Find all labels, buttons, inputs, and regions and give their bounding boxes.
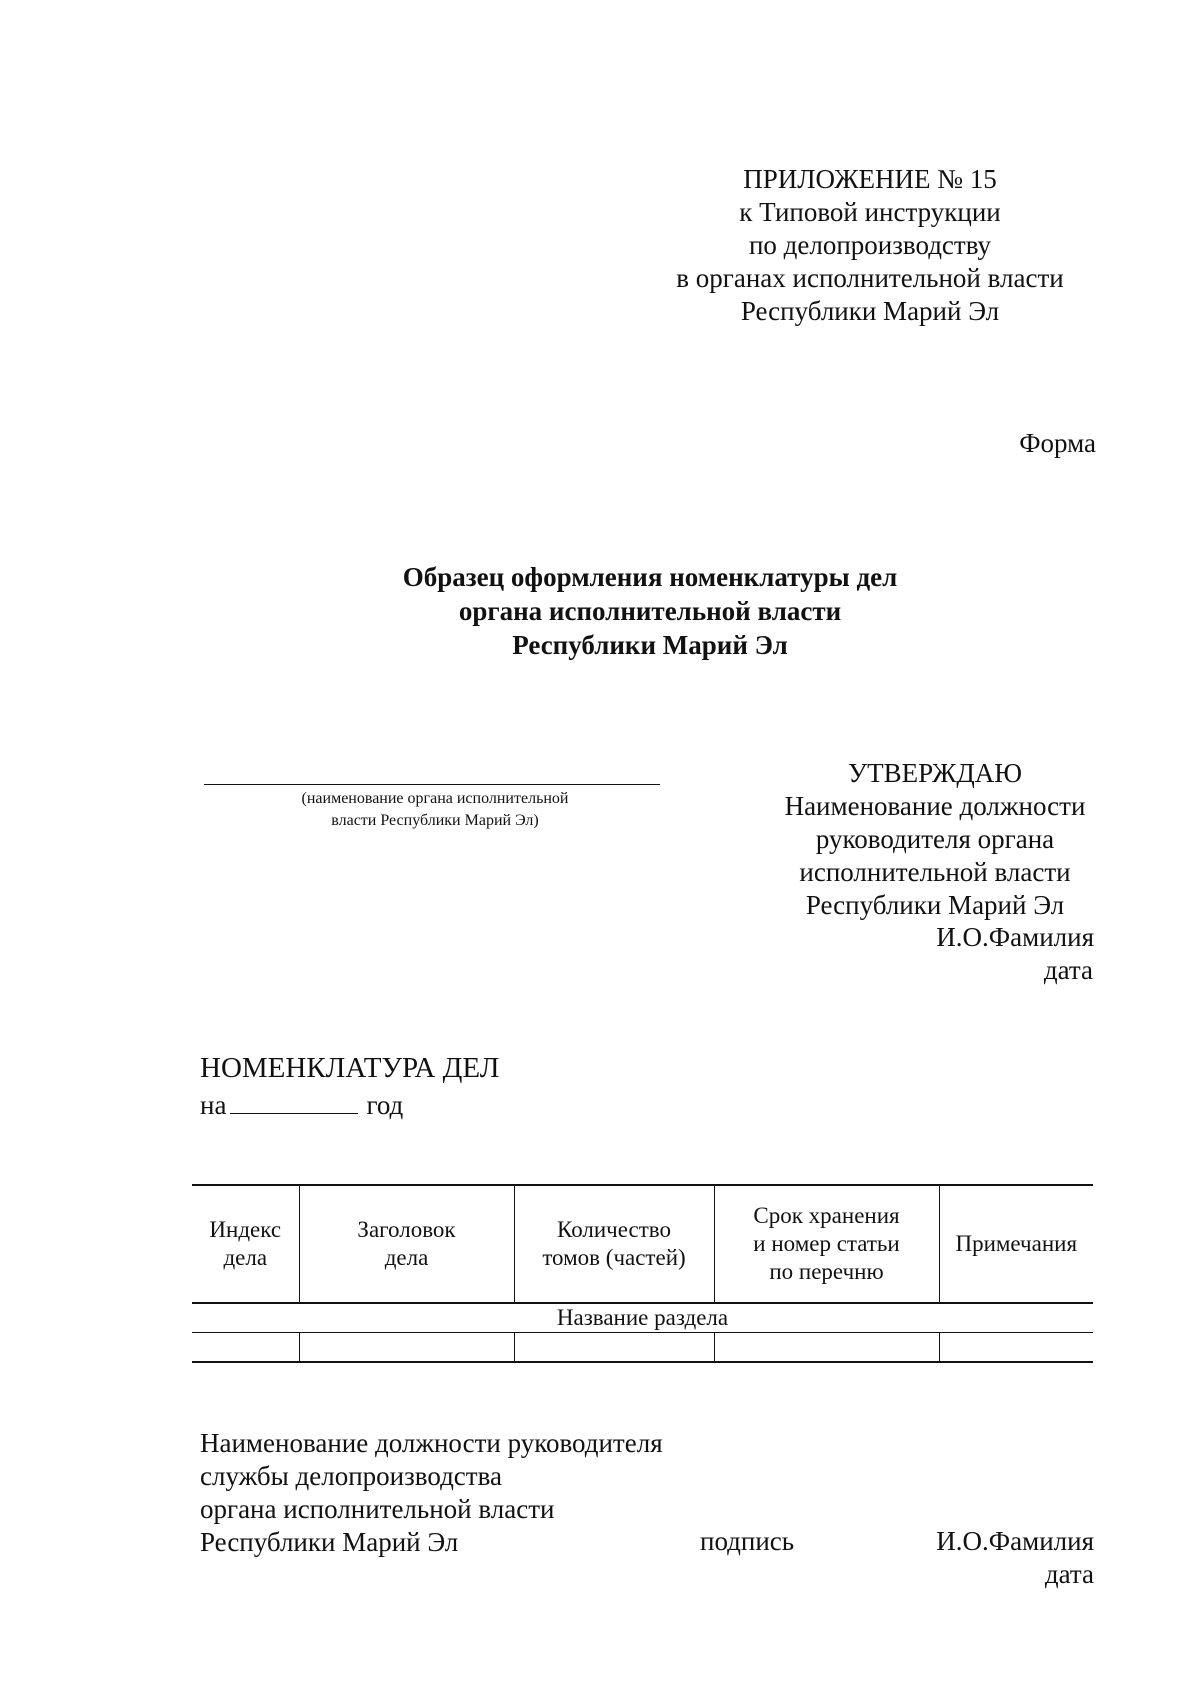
table-cell	[514, 1333, 714, 1363]
document-title	[300, 560, 1000, 662]
annex-line: в органах исполнительной власти	[676, 263, 1064, 293]
year-prefix: на	[200, 1090, 227, 1120]
annex-line: к Типовой инструкции	[739, 197, 1001, 227]
title-line: органа исполнительной власти	[458, 596, 842, 626]
signature-date: дата	[1044, 1559, 1094, 1589]
nomenclature-table	[192, 1184, 1093, 1363]
approval-line: Наименование должности	[784, 791, 1086, 821]
signature-name: И.О.Фамилия	[936, 1526, 1094, 1556]
table-row	[192, 1333, 1093, 1363]
signature-line: органа исполнительной власти	[200, 1494, 555, 1524]
title-line: Республики Марий Эл	[512, 630, 788, 660]
column-header-volumes: Количество томов (частей)	[514, 1185, 714, 1303]
column-header-retention: Срок хранения и номер статьи по перечню	[714, 1185, 939, 1303]
table-section-row	[192, 1303, 1093, 1333]
organization-caption	[240, 788, 630, 832]
nomenclature-title: НОМЕНКЛАТУРА ДЕЛ	[200, 1052, 500, 1084]
year-blank-line	[230, 1087, 358, 1114]
approval-line: руководителя органа	[815, 824, 1055, 854]
table-cell	[939, 1333, 1093, 1363]
signature-line: Республики Марий Эл	[200, 1527, 459, 1557]
nomenclature-year	[200, 1087, 403, 1121]
table-cell	[299, 1333, 514, 1363]
signature-line: службы делопроизводства	[200, 1461, 502, 1491]
approval-date: дата	[1043, 955, 1093, 985]
annex-header	[640, 163, 1100, 328]
approval-heading: УТВЕРЖДАЮ	[847, 758, 1023, 788]
column-header-notes: Примечания	[939, 1185, 1093, 1303]
approval-name: И.О.Фамилия	[936, 922, 1094, 952]
form-label: Форма	[1019, 428, 1096, 458]
organization-name-line	[204, 784, 660, 785]
caption-line: (наименование органа исполнительной	[301, 790, 569, 807]
year-suffix: год	[366, 1090, 404, 1120]
title-line: Образец оформления номенклатуры дел	[402, 562, 898, 592]
signature-line: Наименование должности руководителя	[200, 1428, 663, 1458]
section-name: Название раздела	[192, 1303, 1093, 1333]
table-cell	[714, 1333, 939, 1363]
signature-label: подпись	[700, 1526, 795, 1556]
table-header-row	[192, 1185, 1093, 1303]
table-cell	[192, 1333, 299, 1363]
annex-line: ПРИЛОЖЕНИЕ № 15	[743, 164, 997, 194]
caption-line: власти Республики Марий Эл)	[331, 812, 539, 829]
approval-line: Республики Марий Эл	[805, 890, 1065, 920]
signature-position	[200, 1427, 663, 1559]
column-header-title: Заголовок дела	[299, 1185, 514, 1303]
annex-line: Республики Марий Эл	[740, 296, 1000, 326]
approval-block	[700, 757, 1170, 922]
column-header-index: Индекс дела	[192, 1185, 299, 1303]
approval-line: исполнительной власти	[799, 857, 1071, 887]
annex-line: по делопроизводству	[748, 230, 992, 260]
